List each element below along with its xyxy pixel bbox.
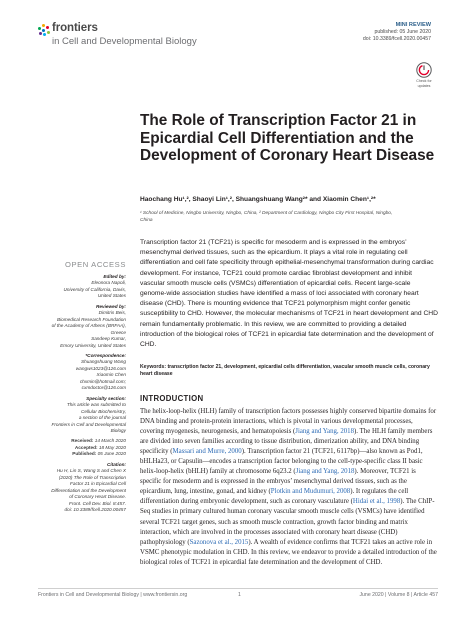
citation-link[interactable]: Jiang and Yang, 2018 [295, 468, 355, 476]
reviewer-name: Dimitris Beis, [98, 310, 126, 316]
keywords: Keywords: transcription factor 21, development, epicardial cells differentiation, vascular smooth muscle cells, coronary heart disease [140, 364, 430, 377]
reviewer-affiliation: Greece [110, 329, 126, 335]
accepted-value: 18 May 2020 [98, 444, 126, 450]
specialty-section-line: This article was submitted to [66, 402, 126, 408]
introduction-heading: INTRODUCTION [140, 394, 204, 403]
citation-link[interactable]: Massari and Murre, 2000 [172, 448, 242, 456]
specialty-section-heading: Specialty section: [86, 395, 126, 401]
published-value: 05 June 2020 [97, 451, 126, 457]
footer-issue: June 2020 | Volume 8 | Article 457 [359, 592, 438, 598]
brand-name: frontiers [52, 22, 98, 34]
affiliation-line: China [140, 218, 153, 224]
intro-text: ). A wealth of evidence confirms that TCF21 takes an active role in VSMC phenotypic modulation in CHD. In this review, we endeavor to provide a detailed introduction of the biological roles of TCF21 in epicardial fate determination and the development of CHD. [140, 538, 437, 566]
citation-line: Factor 21 in Epicardial Cell [69, 481, 126, 487]
intro-text: The helix-loop-helix (HLH) family of transcription factors possesses highly conserved bipartite domains for DNA binding and protein-protein interactions, which is pivotal in various developmental processes, covering myogenesis, neurogenesis, and hematopoiesis ( [140, 408, 437, 436]
affiliation-line: ¹ School of Medicine, Ningbo University, Ningbo, China, ² Department of Cardiology, Ningbo City First Hospital, Ningbo, [140, 211, 393, 216]
intro-text: ). Moreover, TCF21 is specific for mesoderm and is expressed in the embryos’ mesenchymal derived tissues, such as the epicardium, lung, intestine, gonad, and kidney ( [140, 468, 416, 496]
footer-journal[interactable]: Frontiers in Cell and Developmental Biology | www.frontiersin.org [38, 592, 188, 598]
editor-affiliation: United States [97, 293, 126, 299]
citation-link[interactable]: Jiang and Yang, 2018 [295, 428, 355, 436]
check-updates-label-2: updates [417, 84, 431, 88]
intro-text: ). The ChIP-Seq studies in primary cultured human coronary vascular smooth muscle cells (VSMCs) have identified several TCF21 target genes, such as smooth muscle contraction, growth factor binding and matrix interaction, which are involved in the processes associated with coronary heart disease (CHD) pathophysiology ( [140, 498, 435, 546]
article-type: MINI REVIEW [395, 22, 431, 28]
reviewed-by-heading: Reviewed by: [96, 303, 126, 309]
citation-doi[interactable]: doi: 10.3389/fcell.2020.00457 [64, 506, 126, 512]
abstract: Transcription factor 21 (TCF21) is specific for mesoderm and is expressed in the embryos’ mesenchymal derived tissues, such as the epicardium. It plays a vital role in regulating cell differentiation and cell fate specificity through epithelial-mesenchymal transformation during cardiac development. For instance, TCF21 could promote cardiac fibroblast development and inhibit vascular smooth muscle cells (VSMCs) differentiation of epicardial cells. Recent large-scale genome-wide association studies have identified a mass of loci associated with coronary heart disease (CHD). There is mounting evidence that TCF21 polymorphism might confer genetic susceptibility to CHD. However, the molecular mechanisms of TCF21 in heart development and CHD remain fundamentally problematic. In this review, we are committed to providing a detailed introduction of the biological roles of TCF21 in epicardial fate determination and the development of CHD. [140, 239, 438, 349]
affiliations [140, 210, 440, 224]
specialty-section-line: Biology [110, 427, 126, 433]
specialty-section-line: a section of the journal [78, 415, 126, 421]
page-header [0, 0, 474, 56]
correspondence-heading: *Correspondence: [85, 352, 126, 358]
citation-link[interactable]: Plotkin and Mudumuri, 2008 [270, 488, 351, 496]
reviewer-affiliation: Emory University, United States [60, 342, 126, 348]
citation-link[interactable]: Hidai et al., 1998 [352, 498, 401, 506]
author-list: Haochang Hu¹,², Shaoyi Lin¹,², Shuangshuang Wang²* and Xiaomin Chen¹,²* [140, 196, 376, 203]
published-label: Published: [72, 451, 97, 457]
page-number: 1 [238, 592, 241, 598]
corresponding-email[interactable]: chxmin@hotmail.com; [79, 378, 126, 384]
intro-text: ). It regulates the cell differentiation during embryonic development, such as coronary vasculature ( [140, 488, 409, 506]
intro-text: ). Transcription factor 21 (TCF21, 6117bp)—also known as Pod1, bHLHa23, or Capsulin—encodes a transcription factor belonging to the cell-type-specific class II basic helix-loop-helix (bHLH) family at chromosome 6q23.2 ( [140, 448, 423, 476]
footer-divider [38, 588, 438, 589]
edited-by-heading: Edited by: [103, 274, 126, 279]
page-footer [38, 588, 438, 598]
accepted-label: Accepted: [74, 444, 98, 450]
reviewer-affiliation: Biomedical Research Foundation [56, 316, 126, 322]
article-meta [363, 22, 431, 43]
check-for-updates-button[interactable] [413, 62, 435, 92]
received-value: 14 March 2020 [94, 438, 126, 444]
citation-line: of Coronary Heart Disease. [69, 494, 126, 500]
citation-line: Differentiation and the Development [51, 487, 126, 493]
reviewer-affiliation: of the Academy of Athens (BRFAA), [51, 323, 126, 329]
reviewer-name: Sandeep Kumar, [91, 336, 126, 342]
corresponding-author: Shuangshuang Wang [80, 359, 126, 365]
citation-heading: Citation: [106, 461, 126, 467]
received-label: Received: [71, 438, 94, 444]
citation-line: (2020) The Role of Transcription [58, 474, 126, 480]
check-updates-label-1: Check for [416, 79, 432, 83]
article-title: The Role of Transcription Factor 21 in Epicardial Cell Differentiation and the Development of Coronary Heart Disease [140, 112, 435, 165]
editor-affiliation: University of California, Davis, [63, 286, 126, 292]
citation-line: Front. Cell Dev. Biol. 8:457. [69, 500, 126, 506]
corresponding-email[interactable]: wangws1023@126.com [75, 365, 126, 371]
citation-link[interactable]: Sazonova et al., 2015 [189, 538, 249, 546]
intro-text: ). The HLH family members are divided into seven families according to tissue distribution, dimerization ability, and DNA binding specificity ( [140, 428, 433, 456]
open-access-badge: OPEN ACCESS [64, 260, 126, 269]
article-doi[interactable]: doi: 10.3389/fcell.2020.00457 [362, 36, 431, 42]
published-date: published: 05 June 2020 [374, 29, 431, 35]
corresponding-author: Xiaomin Chen [96, 372, 126, 378]
specialty-section-line: Frontiers in Cell and Developmental [51, 421, 126, 427]
specialty-section-line: Cellular Biochemistry, [81, 408, 126, 414]
citation-line: Hu H, Lin S, Wang S and Chen X [56, 468, 126, 474]
frontiers-logo-icon [38, 24, 50, 36]
introduction-paragraph [140, 407, 438, 568]
journal-name: in Cell and Developmental Biology [52, 36, 197, 47]
corresponding-email[interactable]: cxmdoctor@126.com [81, 385, 126, 391]
sidebar-notes [42, 274, 126, 513]
check-updates-icon [416, 62, 432, 78]
editor-name: Eleonora Napoli, [91, 280, 126, 286]
